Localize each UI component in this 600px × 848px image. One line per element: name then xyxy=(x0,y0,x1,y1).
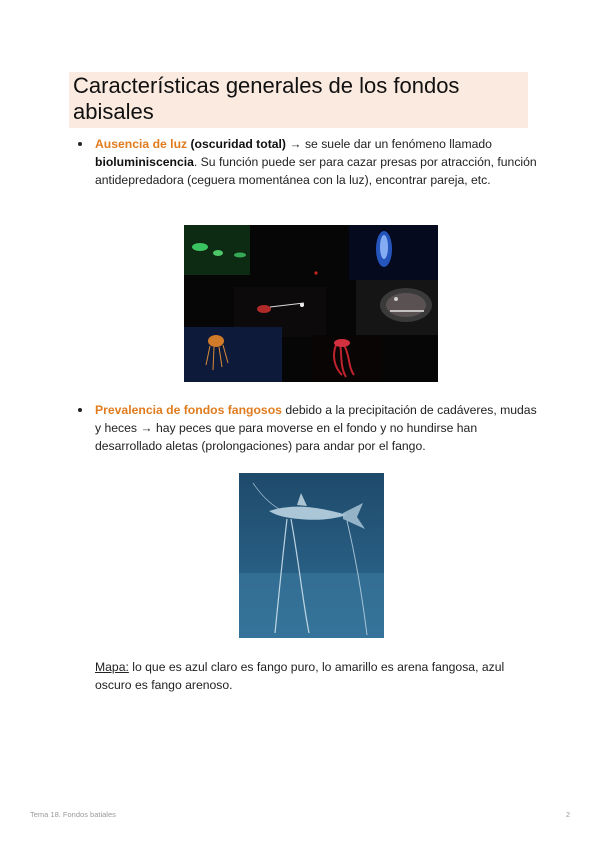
highlight-term: Prevalencia de fondos fangosos xyxy=(95,403,282,417)
page-number: 2 xyxy=(565,810,570,819)
page-title: Características generales de los fondos abisales xyxy=(73,73,460,124)
tripod-fish-image xyxy=(239,473,384,638)
list-item-text xyxy=(95,135,538,189)
bioluminescence-collage-image xyxy=(184,225,438,382)
list-item-text xyxy=(95,401,538,455)
body-text: debido a la precipitación de cadáveres, mudas y heces → hay peces que para moverse en el fondo y no hundirse han desarrollado aletas (prolongaciones) para andar por el fango. xyxy=(95,403,537,453)
tripod-fish-graphic xyxy=(239,473,384,638)
bold-term: (oscuridad total) xyxy=(190,137,286,151)
bold-term: bioluminiscencia xyxy=(95,155,194,169)
bullet-icon xyxy=(78,408,82,412)
highlight-term: Ausencia de luz xyxy=(95,137,188,151)
map-note xyxy=(95,658,535,694)
footer-title: Tema 18. Fondos batiales xyxy=(30,810,116,819)
bullet-icon xyxy=(78,142,82,146)
list-item xyxy=(78,401,538,455)
list-item xyxy=(78,135,538,189)
body-text: → se suele dar un fenómeno llamado xyxy=(285,137,492,151)
map-note-text: lo que es azul claro es fango puro, lo amarillo es arena fangosa, azul oscuro es fango arenoso. xyxy=(95,660,505,692)
body-text: . Su función puede ser para cazar presas por atracción, función antidepredadora (ceguera momentánea con la luz), encontrar pareja, etc. xyxy=(95,155,537,187)
map-link[interactable]: Mapa: xyxy=(95,660,129,674)
collage-graphic xyxy=(184,225,438,382)
